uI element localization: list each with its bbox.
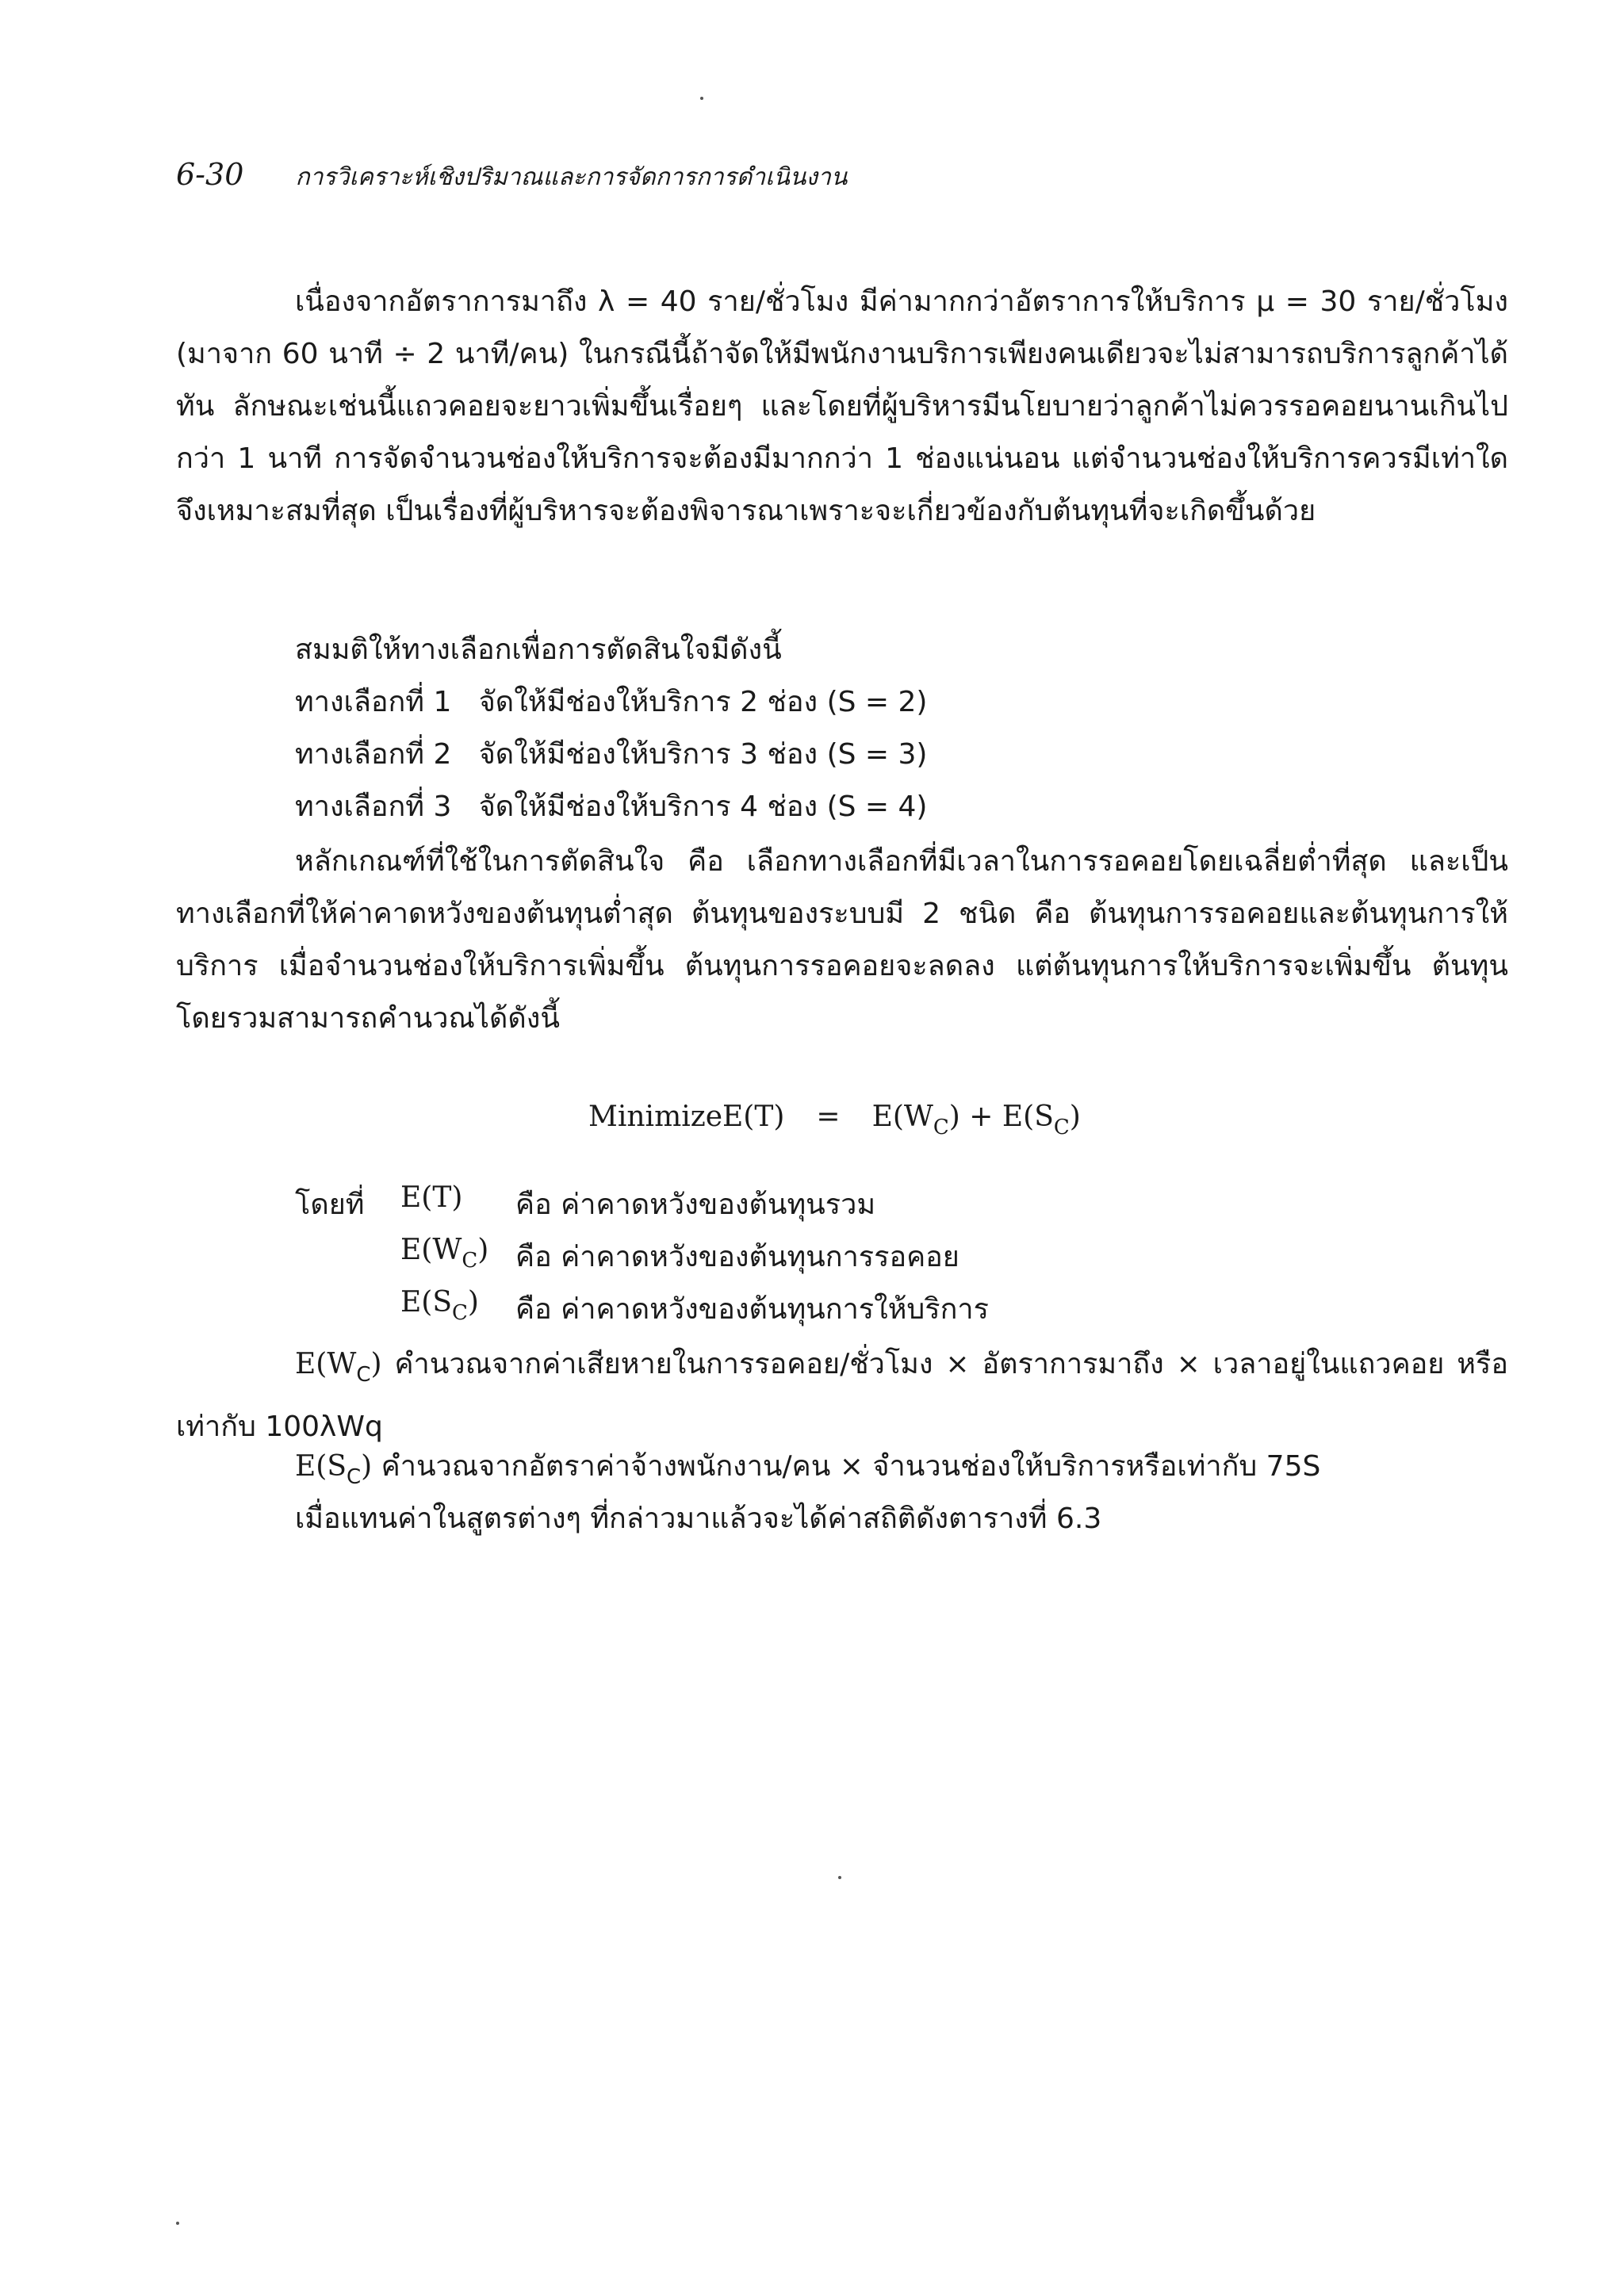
closing-sentence: เมื่อแทนค่าในสูตรต่างๆ ที่กล่าวมาแล้วจะได้ค่าสถิติดังตารางที่ 6.3 (295, 1503, 1102, 1535)
scan-speck (700, 97, 703, 100)
formula-rhs-mid: ) + E(S (948, 1101, 1054, 1133)
running-header (176, 157, 847, 196)
definition-symbol: $E(W_C)$ (400, 1234, 489, 1273)
alternatives-intro: สมมติให้ทางเลือกเพื่อการตัดสินใจมีดังนี้ (295, 634, 782, 666)
scan-speck (176, 2222, 179, 2225)
formula-rhs-end: ) (1069, 1101, 1081, 1133)
book-title: การวิเคราะห์เชิงปริมาณและการจัดการการดำเนินงาน (295, 163, 848, 191)
definition-text: คือ ค่าคาดหวังของต้นทุนการรอคอย (515, 1241, 959, 1273)
page-number: 6-30 (176, 157, 244, 192)
paragraph-service-cost: $E(S_C)$ คำนวณจากอัตราค่าจ้างพนักงาน/คน × จำนวนช่องให้บริการหรือเท่ากับ 75S (295, 1450, 1321, 1489)
definitions-label: โดยที่ (295, 1189, 365, 1221)
alternative-2: ทางเลือกที่ 2 จัดให้มีช่องให้บริการ 3 ช่อง (S = 3) (295, 738, 928, 771)
formula-equals: = (816, 1101, 841, 1133)
definition-symbol: E(T) (400, 1181, 463, 1214)
alternative-1: ทางเลือกที่ 1 จัดให้มีช่องให้บริการ 2 ช่อง (S = 2) (295, 686, 928, 718)
definition-symbol: $E(S_C)$ (400, 1286, 479, 1325)
formula-rhs-a: E(W (871, 1101, 933, 1133)
scan-speck (838, 1876, 841, 1879)
formula-lhs: MinimizeE(T) (588, 1101, 785, 1133)
alternative-3: ทางเลือกที่ 3 จัดให้มีช่องให้บริการ 4 ช่อง (S = 4) (295, 790, 928, 823)
formula-sub: C (1053, 1116, 1070, 1139)
definition-text: คือ ค่าคาดหวังของต้นทุนการให้บริการ (515, 1293, 989, 1326)
paragraph-arrival-rate: เนื่องจากอัตราการมาถึง λ = 40 ราย/ชั่วโมง มีค่ามากกว่าอัตราการให้บริการ μ = 30 ราย/ชั่วโมง (มาจาก 60 นาที ÷ 2 นาที/คน) ในกรณีนี้ถ้าจัดให้มีพนักงานบริการเพียงคนเดียวจะไม่สามารถบริการลูกค้าได้ทัน ลักษณะเช่นนี้แถวคอยจะยาวเพิ่มขึ้นเรื่อยๆ และโดยที่ผู้บริหารมีนโยบายว่าลูกค้าไม่ควรรอคอยนานเกินไปกว่า 1 นาที การจัดจำนวนช่องให้บริการจะต้องมีมากกว่า 1 ช่องแน่นอน แต่จำนวนช่องให้บริการควรมีเท่าใดจึงเหมาะสมที่สุด เป็นเรื่องที่ผู้บริหารจะต้องพิจารณาเพราะจะเกี่ยวข้องกับต้นทุนที่จะเกิดขึ้นด้วย (176, 285, 1508, 527)
total-cost-formula (588, 1101, 1081, 1139)
paragraph-decision-criteria: หลักเกณฑ์ที่ใช้ในการตัดสินใจ คือ เลือกทางเลือกที่มีเวลาในการรอคอยโดยเฉลี่ยต่ำที่สุด และเป็นทางเลือกที่ให้ค่าคาดหวังของต้นทุนต่ำสุด ต้นทุนของระบบมี 2 ชนิด คือ ต้นทุนการรอคอยและต้นทุนการให้บริการ เมื่อจำนวนช่องให้บริการเพิ่มขึ้น ต้นทุนการรอคอยจะลดลง แต่ต้นทุนการให้บริการจะเพิ่มขึ้น ต้นทุนโดยรวมสามารถคำนวณได้ดังนี้ (176, 845, 1508, 1035)
formula-sub: C (933, 1116, 949, 1139)
paragraph-waiting-cost: $E(W_C)$ คำนวณจากค่าเสียหายในการรอคอย/ชั่วโมง × อัตราการมาถึง × เวลาอยู่ในแถวคอย หรือเท่ากับ 100λWq (176, 1348, 1508, 1443)
definition-text: คือ ค่าคาดหวังของต้นทุนรวม (515, 1189, 876, 1221)
